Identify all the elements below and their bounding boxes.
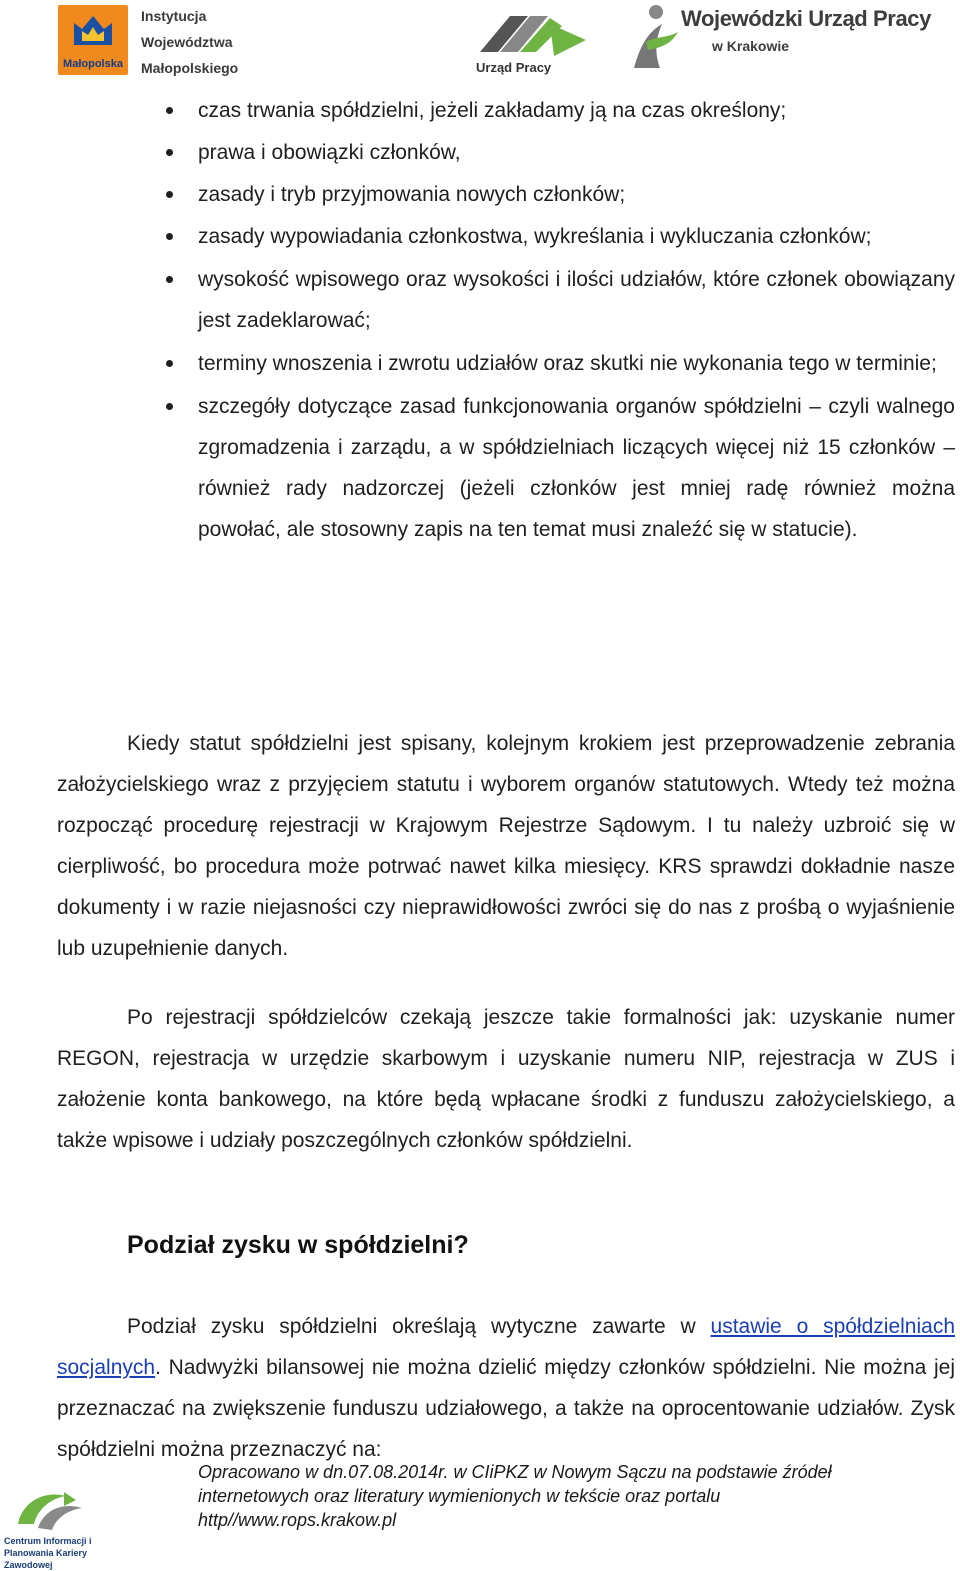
paragraph-text: . Nadwyżki bilansowej nie można dzielić między członków spółdzielni. Nie można jej przeznaczać na zwiększenie funduszu udziałowego, a także na oprocentowanie udziałów. Zysk spółdzielni można przeznaczyć na: (57, 1356, 955, 1461)
list-item: szczegóły dotyczące zasad funkcjonowania organów spółdzielni – czyli walnego zgromadzenia i zarządu, a w spółdzielniach liczących więcej niż 15 członków – również rady nadzorczej (jeżeli członków jest mniej radę również można powołać, ale stosowny zapis na ten temat musi znaleźć się w statucie). (198, 386, 955, 550)
footer-line: http//www.rops.krakow.pl (198, 1510, 397, 1530)
paragraph-profit-division (57, 1306, 955, 1470)
paragraph-text: Podział zysku spółdzielni określają wytyczne zawarte w (127, 1315, 711, 1338)
crest-icon (68, 11, 118, 51)
institution-line: Województwa (141, 34, 233, 50)
list-item: prawa i obowiązki członków, (198, 132, 955, 173)
list-item: zasady wypowiadania członkostwa, wykreślania i wykluczania członków; (198, 216, 955, 257)
statute-requirements-list (0, 90, 960, 550)
institution-name (141, 3, 238, 81)
footer-line: Opracowano w dn.07.08.2014r. w CIiPKZ w Nowym Sączu na podstawie źródeł (198, 1462, 832, 1482)
footer-note (198, 1460, 938, 1532)
footer-line: internetowych oraz literatury wymienionych w tekście oraz portalu (198, 1486, 721, 1506)
list-item: czas trwania spółdzielni, jeżeli zakładamy ją na czas określony; (198, 90, 955, 131)
wup-subtitle: w Krakowie (712, 38, 790, 54)
malopolska-logo (58, 5, 128, 75)
footer-logo-caption: Centrum Informacji i Planowania Kariery Zawodowej (4, 1536, 92, 1570)
list-item: wysokość wpisowego oraz wysokości i ilości udziałów, które członek obowiązany jest zadeklarować; (198, 259, 955, 341)
list-item: zasady i tryb przyjmowania nowych członków; (198, 174, 955, 215)
paragraph-registration: Kiedy statut spółdzielni jest spisany, kolejnym krokiem jest przeprowadzenie zebrania założycielskiego wraz z przyjęciem statutu i wyborem organów statutowych. Wtedy też można rozpocząć procedurę rejestracji w Krajowym Rejestrze Sądowym. I tu należy uzbroić się w cierpliwość, bo procedura może potrwać nawet kilka miesięcy. KRS sprawdzi dokładnie nasze dokumenty i w razie niejasności czy nieprawidłowości zwróci się do nas z prośbą o wyjaśnienie lub uzupełnienie danych. (57, 732, 955, 960)
page-header (0, 0, 960, 86)
law-link[interactable]: ustawie o spółdzielniach socjalnych (57, 1315, 955, 1379)
paragraph-formalities: Po rejestracji spółdzielców czekają jeszcze takie formalności jak: uzyskanie numer REGON, rejestracja w urzędzie skarbowym i uzyskanie numeru NIP, rejestracja w ZUS i założenie konta bankowego, na które będą wpłacane środki z funduszu założycielskiego, a także wpisowe i udziały poszczególnych członków spółdzielni. (57, 1006, 955, 1152)
institution-line: Małopolskiego (141, 60, 239, 76)
institution-line: Instytucja (141, 8, 207, 24)
wup-title: Wojewódzki Urząd Pracy (681, 6, 931, 31)
list-item: terminy wnoszenia i zwrotu udziałów oraz skutki nie wykonania tego w terminie; (198, 343, 955, 384)
logo-caption: Małopolska (63, 58, 123, 70)
wup-runner-icon (626, 2, 682, 74)
urzad-pracy-caption: Urząd Pracy (476, 60, 552, 75)
section-heading: Podział zysku w spółdzielni? (127, 1230, 469, 1259)
